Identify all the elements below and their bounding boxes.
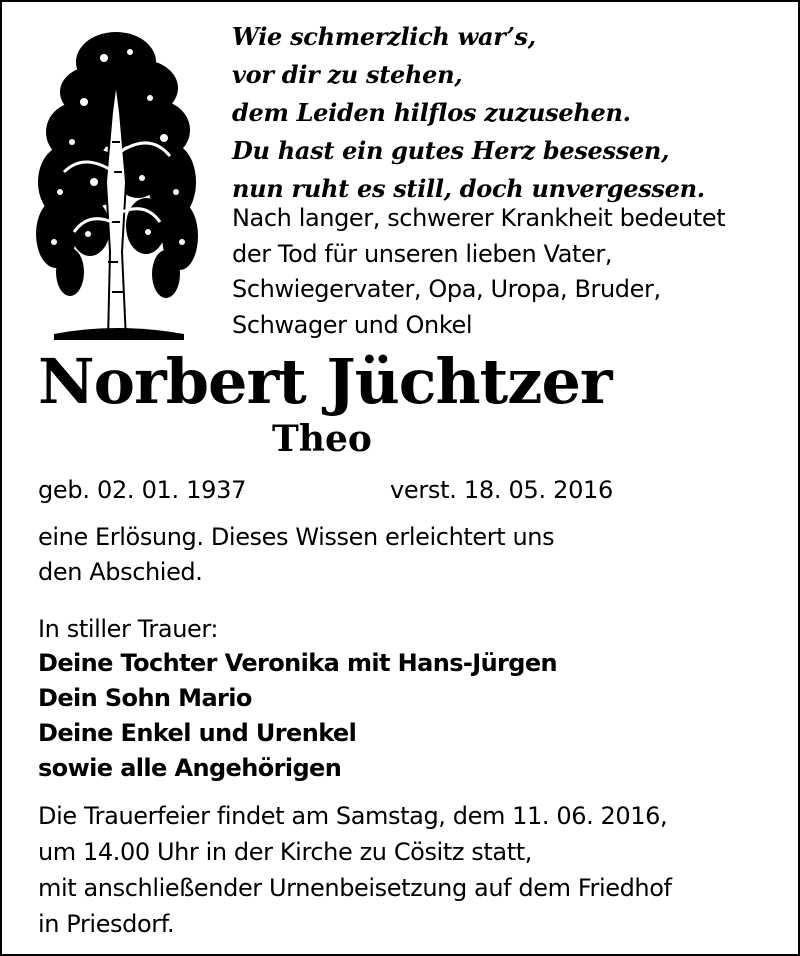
poem-line: Du hast ein gutes Herz besessen, — [232, 136, 670, 165]
intro-line: der Tod für unseren lieben Vater, — [232, 239, 613, 268]
birth-date: geb. 02. 01. 1937 — [38, 476, 247, 504]
poem-line: dem Leiden hilflos zuzusehen. — [232, 98, 631, 127]
relief-text — [38, 520, 778, 590]
intro-line: Schwiegervater, Opa, Uropa, Bruder, — [232, 275, 661, 303]
relief-line: eine Erlösung. Dieses Wissen erleichtert uns — [38, 523, 555, 551]
family-line: Deine Enkel und Urenkel — [38, 719, 357, 747]
family-list — [38, 646, 778, 786]
family-line: Dein Sohn Mario — [38, 684, 252, 712]
family-line: sowie alle Angehörigen — [38, 754, 342, 782]
poem-line: Wie schmerzlich war’s, — [232, 22, 536, 51]
intro-line: Nach langer, schwerer Krankheit bedeutet — [232, 204, 726, 232]
funeral-line: in Priesdorf. — [38, 910, 175, 938]
intro-text — [232, 201, 792, 343]
family-line: Deine Tochter Veronika mit Hans-Jürgen — [38, 649, 558, 677]
birch-tree-icon — [34, 22, 198, 340]
poem-line: vor dir zu stehen, — [232, 60, 463, 89]
mourning-label: In stiller Trauer: — [38, 615, 219, 643]
funeral-line: um 14.00 Uhr in der Kirche zu Cösitz statt, — [38, 838, 532, 866]
funeral-line: mit anschließender Urnenbeisetzung auf dem Friedhof — [38, 874, 672, 902]
funeral-info — [38, 798, 778, 942]
poem-line: nun ruht es still, doch unvergessen. — [232, 174, 705, 203]
funeral-line: Die Trauerfeier findet am Samstag, dem 11. 06. 2016, — [38, 802, 668, 830]
death-date: verst. 18. 05. 2016 — [390, 476, 613, 504]
poem — [232, 18, 792, 208]
intro-line: Schwager und Onkel — [232, 310, 473, 339]
deceased-nickname: Theo — [272, 418, 372, 460]
deceased-name: Norbert Jüchtzer — [38, 345, 612, 418]
relief-line: den Abschied. — [38, 558, 203, 586]
